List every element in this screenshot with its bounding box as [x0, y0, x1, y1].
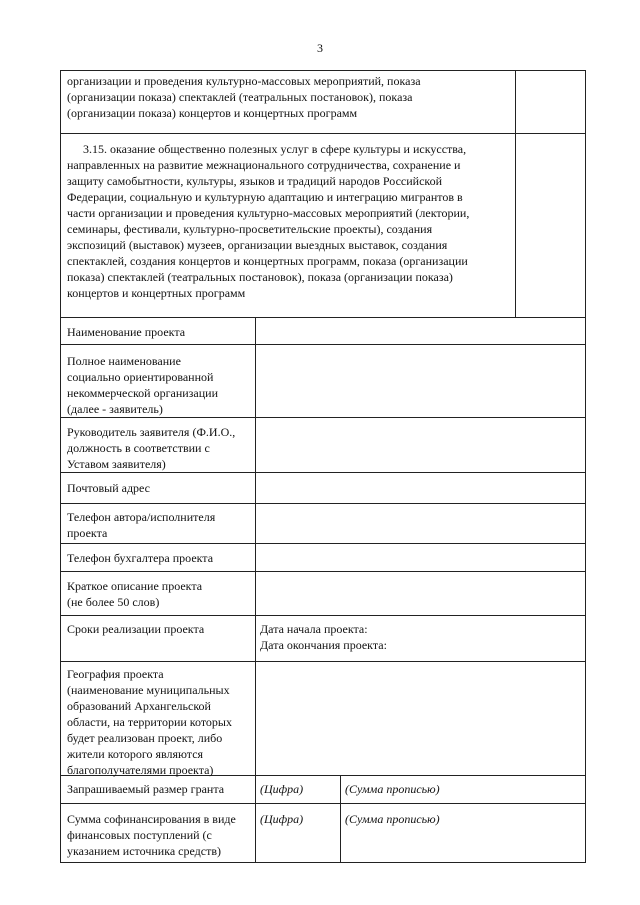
row-accountant-phone — [61, 544, 585, 572]
input-accountant-phone[interactable] — [256, 544, 585, 571]
grant-words-field[interactable]: (Сумма прописью) — [345, 782, 440, 796]
activity-block-2 — [61, 134, 585, 318]
input-description[interactable] — [256, 572, 585, 615]
label-text: должность в соответствии с — [67, 441, 210, 455]
row-author-phone — [61, 504, 585, 544]
label-text: образований Архангельской — [67, 699, 211, 713]
text-line: семинары, фестивали, культурно-просветительские проекты), создания — [67, 222, 433, 236]
label-text: будет реализован проект, либо — [67, 731, 223, 745]
text-line: (организации показа) концертов и концертных программ — [67, 106, 358, 120]
start-date-field[interactable]: Дата начала проекта: — [260, 622, 368, 636]
text-line: показа) спектаклей (театральных постановок), показа (организации показа) — [67, 270, 453, 284]
input-geography[interactable] — [256, 662, 585, 775]
text-line: концертов и концертных программ — [67, 286, 246, 300]
label-cofinancing — [61, 804, 256, 862]
label-text: социально ориентированной — [67, 370, 214, 384]
terms-dates — [256, 616, 585, 661]
label-full-name — [61, 345, 256, 417]
label-text: (далее - заявитель) — [67, 402, 163, 416]
label-text: жители которого являются — [67, 747, 204, 761]
label-description — [61, 572, 256, 615]
text-line: 3.15. оказание общественно полезных услуг в сфере культуры и искусства, — [83, 142, 467, 156]
label-text: (не более 50 слов) — [67, 595, 160, 609]
text-line: направленных на развитие межнационального сотрудничества, сохранение и — [67, 158, 461, 172]
activity-text-2 — [61, 134, 516, 317]
label-accountant-phone — [61, 544, 256, 571]
end-date-field[interactable]: Дата окончания проекта: — [260, 638, 387, 652]
row-geography — [61, 662, 585, 776]
label-text: финансовых поступлений (с — [67, 828, 212, 842]
label-postal — [61, 473, 256, 503]
row-full-name — [61, 345, 585, 418]
text-line: части организации и проведения культурно-массовых мероприятий (лектории, — [67, 206, 470, 220]
row-grant — [61, 776, 585, 804]
label-text: Уставом заявителя) — [67, 457, 166, 471]
page-number: 3 — [317, 41, 323, 55]
label-text: Краткое описание проекта — [67, 579, 203, 593]
label-text: Телефон бухгалтера проекта — [67, 551, 214, 565]
label-text: некоммерческой организации — [67, 386, 219, 400]
checkbox-cell-1[interactable] — [516, 71, 585, 133]
row-cofinancing — [61, 804, 585, 863]
input-head[interactable] — [256, 418, 585, 472]
grant-digits-field[interactable]: (Цифра) — [256, 776, 341, 803]
label-text: Наименование проекта — [67, 325, 186, 339]
checkbox-cell-2[interactable] — [516, 134, 585, 317]
cofinancing-digits-field[interactable]: (Цифра) — [256, 804, 341, 862]
label-text: области, на территории которых — [67, 715, 232, 729]
row-description — [61, 572, 585, 616]
label-text: Сумма софинансирования в виде — [67, 812, 236, 826]
text-line: экспозиций (выставок) музеев, организации выездных выставок, создания — [67, 238, 448, 252]
input-postal[interactable] — [256, 473, 585, 503]
label-text: Сроки реализации проекта — [67, 622, 205, 636]
label-text: проекта — [67, 526, 108, 540]
input-author-phone[interactable] — [256, 504, 585, 543]
label-project-name — [61, 318, 256, 344]
activity-text-1 — [61, 71, 516, 133]
text-line: Федерации, социальную и культурную адаптацию и интеграцию мигрантов в — [67, 190, 463, 204]
label-text: Полное наименование — [67, 354, 181, 368]
input-project-name[interactable] — [256, 318, 585, 344]
text-line: защиту самобытности, культуры, языков и традиций народов Российской — [67, 174, 443, 188]
input-full-name[interactable] — [256, 345, 585, 417]
label-text: (наименование муниципальных — [67, 683, 230, 697]
row-head — [61, 418, 585, 473]
label-text: География проекта — [67, 667, 164, 681]
text-line: (организации показа) спектаклей (театральных постановок), показа — [67, 90, 413, 104]
label-author-phone — [61, 504, 256, 543]
text-line: организации и проведения культурно-массовых мероприятий, показа — [67, 74, 421, 88]
row-terms — [61, 616, 585, 662]
label-geography — [61, 662, 256, 775]
label-text: Почтовый адрес — [67, 481, 151, 495]
label-text: указанием источника средств) — [67, 844, 222, 858]
row-project-name — [61, 318, 585, 345]
activity-block-1 — [61, 71, 585, 134]
label-grant — [61, 776, 256, 803]
label-head — [61, 418, 256, 472]
label-text: Запрашиваемый размер гранта — [67, 782, 225, 796]
application-form — [60, 70, 586, 863]
label-text: благополучателями проекта) — [67, 763, 214, 777]
text-line: спектаклей, создания концертов и концертных программ, показа (организации — [67, 254, 468, 268]
label-terms — [61, 616, 256, 661]
cofinancing-words-field[interactable]: (Сумма прописью) — [345, 812, 440, 826]
row-postal — [61, 473, 585, 504]
label-text: Руководитель заявителя (Ф.И.О., — [67, 425, 236, 439]
label-text: Телефон автора/исполнителя — [67, 510, 216, 524]
